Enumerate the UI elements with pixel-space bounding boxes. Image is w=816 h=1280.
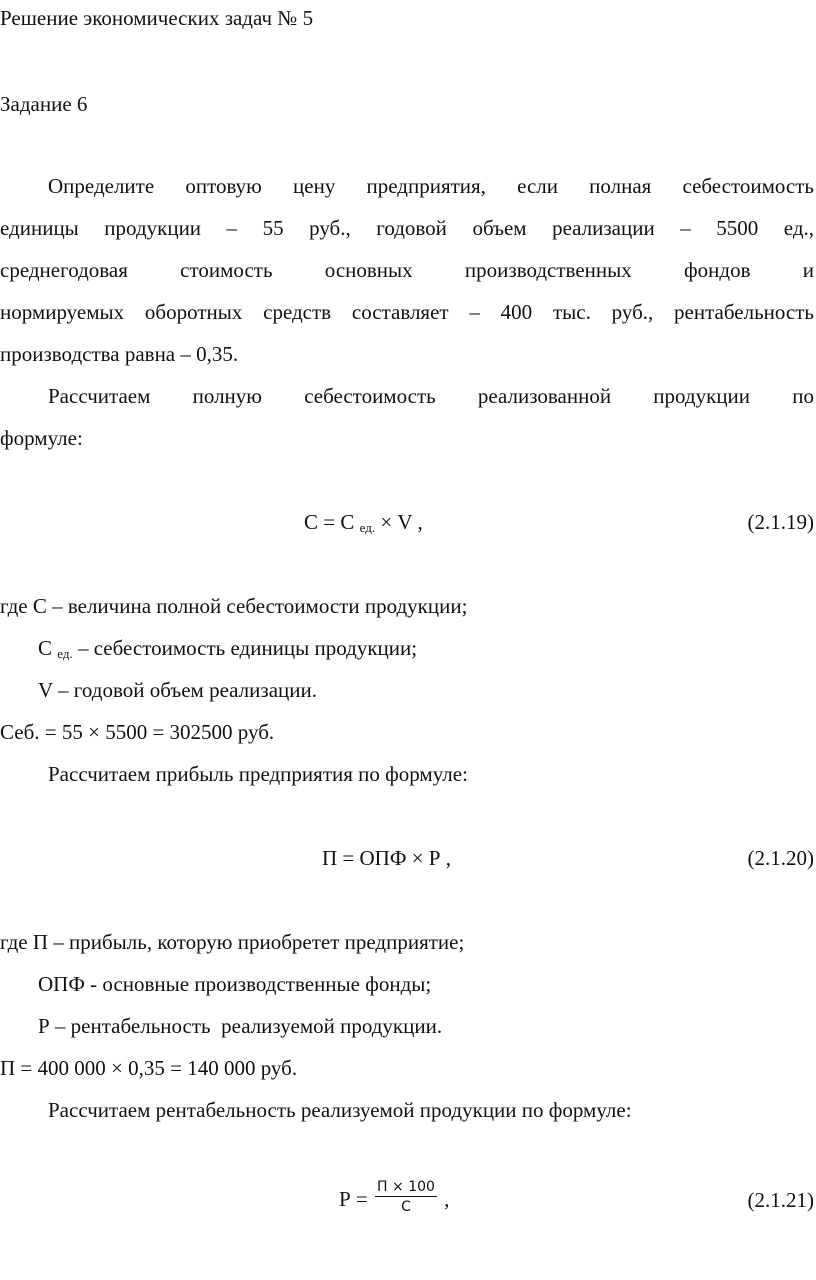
formula-2-1-19 [304, 512, 423, 534]
where-definition: – себестоимость единицы продукции; [77, 636, 418, 660]
step1-intro-line-2: формуле: [0, 426, 83, 450]
where2-line-1: где П – прибыль, которую приобретет предприятие; [0, 930, 465, 954]
equation-number-2-1-19: (2.1.19) [747, 510, 814, 534]
formula3-suffix: , [444, 1186, 450, 1211]
fraction-denominator: С [401, 1199, 411, 1215]
fraction [375, 1180, 437, 1214]
formula-subscript: ед. [359, 520, 376, 535]
problem-line-2: единицы продукции – 55 руб., годовой объем реализации – 5500 ед., [0, 216, 814, 240]
task-heading: Задание 6 [0, 92, 88, 116]
cost-calculation: Себ. = 55 × 5500 = 302500 руб. [0, 720, 275, 744]
problem-line-4: нормируемых оборотных средств составляет – 400 тыс. руб., рентабельность [0, 300, 814, 324]
step3-intro: Рассчитаем рентабельность реализуемой продукции по формуле: [48, 1098, 632, 1122]
where-line-2 [38, 638, 816, 660]
step1-intro-line-1: Рассчитаем полную себестоимость реализованной продукции по [48, 384, 814, 408]
formula-rhs: × V , [380, 510, 423, 534]
document-title: Решение экономических задач № 5 [0, 6, 314, 30]
problem-line-1: Определите оптовую цену предприятия, если полная себестоимость [48, 174, 814, 198]
formula-lhs: С = С [304, 510, 355, 534]
step2-intro: Рассчитаем прибыль предприятия по формуле: [48, 762, 468, 786]
where-line-1: где С – величина полной себестоимости продукции; [0, 594, 468, 618]
formula-2-1-20: П = ОПФ × Р , [322, 846, 451, 870]
equation-number-2-1-20: (2.1.20) [747, 846, 814, 870]
formula3-lhs: Р = [339, 1186, 368, 1211]
where-symbol-subscript: ед. [57, 646, 73, 661]
formula-2-1-21 [339, 1179, 450, 1218]
where-symbol: С [38, 636, 53, 660]
fraction-numerator: П × 100 [377, 1179, 435, 1195]
problem-line-5: производства равна – 0,35. [0, 342, 239, 366]
where2-line-3: Р – рентабельность реализуемой продукции. [38, 1014, 443, 1038]
where-line-3: V – годовой объем реализации. [38, 678, 317, 702]
profit-calculation: П = 400 000 × 0,35 = 140 000 руб. [0, 1056, 298, 1080]
where2-line-2: ОПФ - основные производственные фонды; [38, 972, 432, 996]
problem-line-3: среднегодовая стоимость основных производственных фондов и [0, 258, 814, 282]
equation-number-2-1-21: (2.1.21) [747, 1188, 814, 1212]
